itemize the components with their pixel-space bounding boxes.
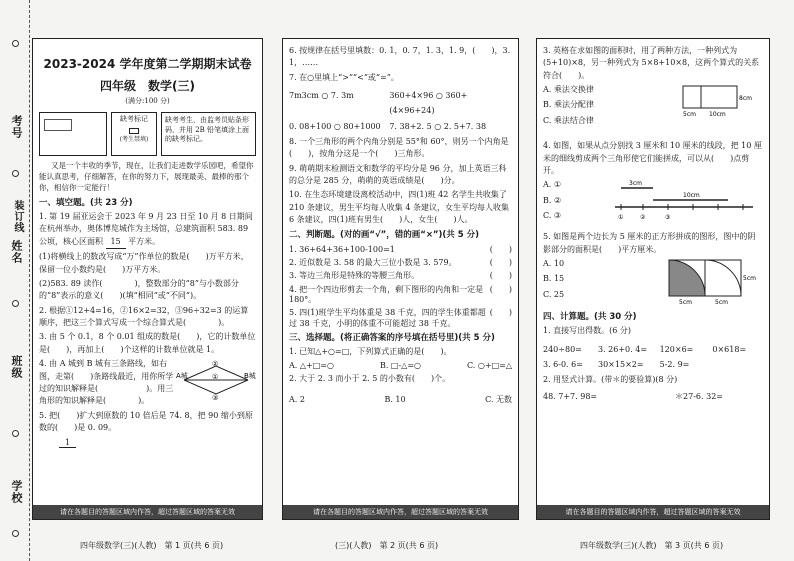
rect-right <box>701 86 737 108</box>
intro-text: 又是一个丰收的季节，现在，让我们走进数学乐园吧，希望你能认真思考，仔细解答，在你的努力下，展现最美、最棒的那个你，相信你一定能行！ <box>39 161 254 193</box>
exam-number-label: 考号 <box>10 115 23 139</box>
calc-2-items <box>543 392 763 402</box>
route-label-2: ① <box>212 373 219 382</box>
quarter-arc <box>705 260 741 296</box>
exam-page-1 <box>32 38 263 520</box>
question-5: 5. 把( )扩大到原数的 10 倍后是 74. 8，把 90 缩小到原数的( )是 0. 09。 <box>39 410 253 433</box>
judge-item <box>289 308 512 329</box>
calc-item[interactable]: 3. 26+0. 4= <box>598 344 648 354</box>
barcode-slot <box>44 119 72 131</box>
compare-item[interactable]: 360+4×96 ○ 360+(4×96+24) <box>389 91 468 116</box>
fig-width-1-label: 5cm <box>683 111 696 119</box>
option-a[interactable]: A. ① <box>543 180 562 190</box>
binding-hole <box>12 40 19 47</box>
judge-text: 4. 把一个四边形剪去一个角，剩下图形的内角和一定是 180°。 <box>289 284 484 305</box>
calc-item[interactable]: 240÷80= <box>543 344 582 354</box>
segment-a-label: 3cm <box>629 180 642 188</box>
route-line-lower <box>184 380 248 394</box>
choice-5: 5. 如图是两个边长为 5 厘米的正方形拼成的图形，图中的阴影部分的面积是( )平方厘米。 <box>543 232 756 254</box>
section-choice: 三、选择题。(将正确答案的序号填在括号里)(共 5 分) <box>289 333 495 344</box>
page-2-footer: (三)(人教) 第 2 页(共 6 页) <box>335 541 439 550</box>
option-c[interactable]: C. 乘法结合律 <box>543 115 594 125</box>
judge-answer-slot[interactable]: ( ) <box>489 244 512 254</box>
option-a[interactable]: A. △+□=○ <box>289 360 334 370</box>
fig-width-1-label: 5cm <box>679 299 692 307</box>
question-9: 9. 萌萌期末检测语文和数学的平均分是 96 分，加上英语三科的总分是 285 分，萌萌的英语成绩是( )分。 <box>289 163 507 185</box>
route-label-3: ③ <box>212 394 219 401</box>
judge-item <box>289 258 512 268</box>
calc-item[interactable]: 0×618= <box>712 344 747 354</box>
point-1-label: ① <box>618 214 624 222</box>
option-c[interactable]: C. 无数 <box>485 395 512 405</box>
choice-1-options <box>289 361 512 371</box>
absence-mark-square[interactable] <box>129 128 139 134</box>
route-diagram <box>176 360 256 400</box>
compare-item[interactable]: 0. 08+100 ○ 80+1000 <box>289 121 381 131</box>
option-a[interactable]: A. 10 <box>543 259 565 269</box>
judge-text: 3. 等边三角形是特殊的等腰三角形。 <box>289 271 420 281</box>
fraction-numerator: 1 <box>59 438 76 448</box>
class-label: 班级 <box>10 355 23 379</box>
binding-hole <box>12 430 19 437</box>
choice-3: 3. 英格在求如图的面积时，用了两种方法，一种列式为(5+10)×8，另一种列式为 5×8+10×8，这两个算式的关系符合( )。 <box>543 46 760 80</box>
judge-answer-slot[interactable]: ( ) <box>489 284 512 294</box>
calc-1: 1. 直接写出得数。(6 分) <box>543 326 632 336</box>
school-label: 学校 <box>10 480 23 504</box>
stamp-row <box>39 112 256 156</box>
calc-item[interactable]: 5-2. 9= <box>659 359 690 369</box>
vertical-calc-item[interactable]: ＊27-6. 32= <box>675 392 723 402</box>
choice-2-options <box>289 395 512 405</box>
route-label-b: B城 <box>244 372 256 381</box>
choice-4: 4. 如图，如果从点分别找 3 厘米和 10 厘米的线段，把 10 厘米的细线剪成两个三角形使它们能拼成，可以从( )点剪开。 <box>543 141 762 175</box>
question-7: 7. 在○里填上“>”“<”或“=”。 <box>289 72 399 82</box>
judge-answer-slot[interactable]: ( ) <box>489 308 512 318</box>
judge-answer-slot[interactable]: ( ) <box>489 257 512 267</box>
question-10: 10. 在生态环境建设离校活动中，四(1)班 42 名学生共收集了 210 条建议，男生平均每人收集 4 条建议，女生平均每人收集 6 条建议，四(1)班有男生( )人，女生( )人。 <box>289 190 509 225</box>
option-c[interactable]: C. ③ <box>543 210 562 220</box>
absence-mark-note: (考生禁填) <box>119 136 149 144</box>
option-a[interactable]: A. 2 <box>289 395 305 405</box>
choice-5-block <box>543 256 763 308</box>
route-label-a: A城 <box>176 372 188 381</box>
answer-area-warning: 请在各题目的答题区域内作答，超过答题区域的答案无效 <box>33 505 262 519</box>
option-b[interactable]: B. 10 <box>384 395 406 405</box>
exam-subtitle: 四年级 数学(三) <box>100 78 195 93</box>
shaded-squares-figure <box>661 256 761 306</box>
question-1-text: 1. 第 19 届亚运会于 2023 年 9 月 23 日至 10 月 8 日期间在杭州举办，奥体博览城作为主场馆，总建筑面积 583. 89 公顷，核心区面积 <box>39 211 253 246</box>
judge-item <box>289 245 512 255</box>
question-7-items <box>289 88 512 134</box>
fraction-hint <box>39 437 256 449</box>
question-1-tail: 平方米。 <box>128 236 161 246</box>
question-1-blank[interactable]: 15 <box>106 236 126 249</box>
question-3: 3. 由 5 个 0.1，8 个 0.01 组成的数是( )，它的计数单位是( )，再加上( )个这样的计数单位就是 1。 <box>39 332 256 354</box>
option-a[interactable]: A. 乘法交换律 <box>543 85 594 95</box>
choice-3-block <box>543 82 763 138</box>
choice-4-block <box>543 177 763 229</box>
binding-strip <box>0 0 30 561</box>
question-4-block <box>39 358 256 408</box>
judge-text: 2. 近似数是 3. 58 的最大三位小数是 3. 579。 <box>289 257 457 267</box>
question-4: 4. 由 A 城到 B 城有三条路线，如右图，走第( )条路线最近，用你所学过的知识解释是( )。用三角形的知识解释是( )。 <box>39 359 174 406</box>
segment-figure <box>613 177 763 221</box>
choice-1: 1. 已知△+○=□，下列算式正确的是( )。 <box>289 347 452 357</box>
rectangle-figure <box>679 82 759 122</box>
point-2-label: ② <box>640 214 646 222</box>
option-c[interactable]: C. ○+□=△ <box>466 360 512 370</box>
absence-mark-label: 缺考标记 <box>120 115 148 124</box>
option-b[interactable]: B. □-△=○ <box>379 360 421 370</box>
exam-title: 2023-2024 学年度第二学期期末试卷 <box>43 57 252 71</box>
calc-item[interactable]: 3. 6-0. 6= <box>543 359 583 369</box>
question-6: 6. 按规律在括号里填数：0. 1，0. 7，1. 3，1. 9，( )，3. 1，…… <box>289 46 511 68</box>
binding-hole <box>12 530 19 537</box>
option-b[interactable]: B. 15 <box>543 274 565 284</box>
absence-notice: 缺考考生，由监考员贴条形码，并用 2B 铅笔填涂上面的缺考标记。 <box>161 112 256 156</box>
square-right <box>705 260 741 296</box>
option-b[interactable]: B. 乘法分配律 <box>543 100 594 110</box>
compare-item[interactable]: 7m3cm ○ 7. 3m <box>289 91 354 101</box>
question-8: 8. 一个三角形的两个内角分别是 55°和 60°，则另一个内角是( )，按角分这是一个( )三角形。 <box>289 136 509 159</box>
answer-area-warning: 请在各题目的答题区域内作答，超过答题区域的答案无效 <box>537 505 769 519</box>
question-1 <box>39 211 256 249</box>
binding-hole <box>12 300 19 307</box>
calc-item[interactable]: 30×15×2= <box>598 359 644 369</box>
absence-mark-box <box>111 112 157 156</box>
fig-height-label: 5cm <box>743 275 756 283</box>
binding-line-label: 装订线 <box>12 200 23 233</box>
question-1-part-1: (1)将横线上的数改写成“万”作单位的数是( )万平方米，保留一位小数约是( )万平方米。 <box>39 252 249 274</box>
page-3-footer: 四年级数学(三)(人教) 第 3 页(共 6 页) <box>580 541 724 550</box>
calc-2: 2. 用竖式计算。(带＊的要验算)(8 分) <box>543 374 678 384</box>
name-label: 姓名 <box>10 240 23 264</box>
calc-1-items <box>543 342 763 372</box>
fig-height-label: 8cm <box>739 95 752 103</box>
shaded-region <box>669 260 705 296</box>
option-b[interactable]: B. ② <box>543 195 562 205</box>
choice-2: 2. 大于 2. 3 而小于 2. 5 的小数有( )个。 <box>289 374 451 384</box>
point-3-label: ③ <box>665 214 671 222</box>
binding-hole <box>12 170 19 177</box>
judge-item <box>289 271 512 281</box>
exam-page-2 <box>282 38 519 520</box>
fig-width-2-label: 10cm <box>709 111 726 119</box>
rect-left <box>683 86 701 108</box>
judge-item <box>289 285 512 306</box>
calc-item[interactable]: 120×6= <box>659 344 694 354</box>
judge-text: 5. 四(1)班学生平均体重是 38 千克，四的学生体重都超过 38 千克，小明的体重不可能超过 38 千克。 <box>289 308 486 328</box>
answer-area-warning: 请在各题目的答题区域内作答，超过答题区域的答案无效 <box>283 505 518 519</box>
judge-answer-slot[interactable]: ( ) <box>489 271 512 281</box>
option-c[interactable]: C. 25 <box>543 289 565 299</box>
barcode-area <box>39 112 107 156</box>
full-score: (满分:100 分) <box>125 97 170 106</box>
route-label-1: ② <box>212 360 219 369</box>
exam-page-3 <box>536 38 770 520</box>
compare-item[interactable]: 7. 38+2. 5 ○ 2. 5+7. 38 <box>389 121 487 131</box>
question-1-part-2: (2)583. 89 读作( )，整数部分的“8”与小数部分的“8”表示的意义( )(填“相同”或“不同”)。 <box>39 278 239 301</box>
question-2: 2. 根据①12+4=16，②16×2=32，③96÷32=3 的运算顺序，把这三个算式写成一个综合算式是( )。 <box>39 305 249 328</box>
section-fill-in: 一、填空题。(共 23 分) <box>39 197 133 208</box>
page-1-footer: 四年级数学(三)(人教) 第 1 页(共 6 页) <box>80 541 224 550</box>
vertical-calc-item[interactable]: 48. 7+7. 98= <box>543 392 598 402</box>
judge-text: 1. 36+64+36+100-100=1 <box>289 244 395 254</box>
section-judge: 二、判断题。(对的画“√”，错的画“×”)(共 5 分) <box>289 230 480 241</box>
segment-b-label: 10cm <box>683 192 700 200</box>
section-calculation: 四、计算题。(共 30 分) <box>543 312 637 323</box>
fig-width-2-label: 5cm <box>715 299 728 307</box>
